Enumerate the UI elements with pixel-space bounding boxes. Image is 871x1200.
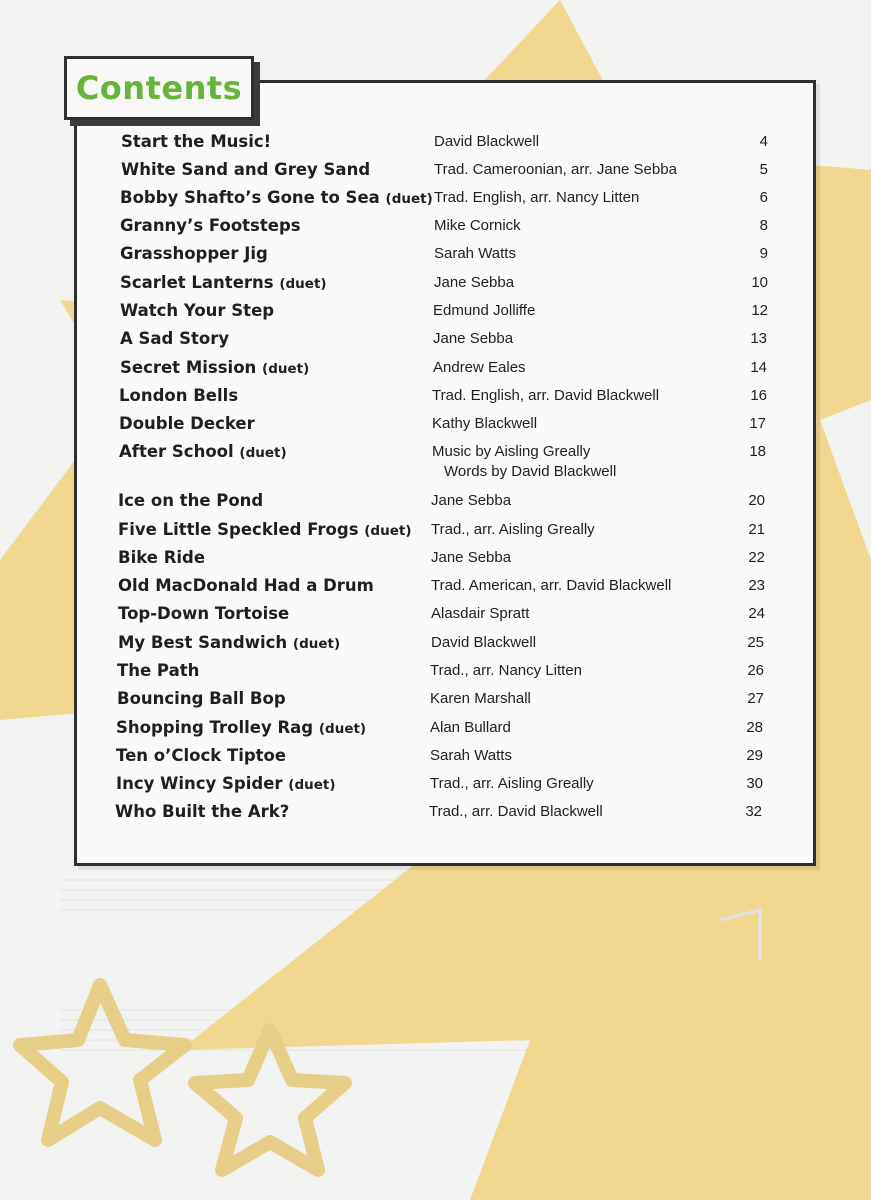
piece-title-text: Secret Mission (120, 358, 257, 377)
piece-title-text: Shopping Trolley Rag (116, 718, 314, 737)
composer-credit: Trad. American, arr. David Blackwell (431, 577, 672, 594)
composer-credit: Trad. English, arr. Nancy Litten (434, 189, 640, 206)
piece-title-text: Old MacDonald Had a Drum (118, 576, 374, 595)
page-number: 30 (746, 775, 763, 792)
contents-entry (0, 746, 871, 770)
composer-credit: Jane Sebba (434, 274, 515, 291)
composer-credit: Andrew Eales (433, 359, 526, 376)
contents-entry (0, 633, 871, 657)
page-number: 20 (748, 492, 765, 509)
contents-entry (0, 718, 871, 742)
piece-title-text: A Sad Story (120, 329, 230, 348)
piece-title (120, 329, 229, 348)
piece-title-text: Incy Wincy Spider (116, 774, 283, 793)
piece-title-text: The Path (117, 661, 200, 680)
contents-entry (0, 132, 871, 156)
contents-title-box (64, 56, 254, 120)
piece-title (120, 273, 327, 292)
piece-title (119, 442, 287, 461)
composer-credit: Jane Sebba (433, 330, 514, 347)
piece-title (119, 386, 238, 405)
composer-credit: Trad. Cameroonian, arr. Jane Sebba (434, 161, 677, 178)
contents-entry (0, 576, 871, 600)
composer-credit: Trad., arr. David Blackwell (429, 803, 603, 820)
piece-title-text: Watch Your Step (120, 301, 275, 320)
contents-entry (0, 244, 871, 268)
piece-title (119, 414, 255, 433)
page-number: 25 (747, 634, 764, 651)
composer-credit: Jane Sebba (431, 549, 512, 566)
piece-title (118, 520, 412, 539)
contents-entry (0, 358, 871, 382)
page-title: Contents (75, 69, 243, 107)
piece-title (116, 774, 336, 793)
piece-title (116, 718, 366, 737)
page-number: 27 (747, 690, 764, 707)
page-number: 4 (759, 133, 768, 150)
piece-title (115, 802, 289, 821)
composer-credit: Edmund Jolliffe (433, 302, 536, 319)
piece-title (117, 689, 286, 708)
composer-credit: Trad., arr. Nancy Litten (430, 662, 583, 679)
composer-credit: Karen Marshall (430, 690, 531, 707)
composer-credit: David Blackwell (434, 133, 540, 150)
composer-credit: David Blackwell (431, 634, 537, 651)
contents-entry (0, 329, 871, 353)
piece-title (118, 548, 205, 567)
contents-entry (0, 802, 871, 826)
piece-title-text: After School (119, 442, 234, 461)
composer-credit: Trad., arr. Aisling Greally (430, 775, 594, 792)
composer-credit: Trad., arr. Aisling Greally (431, 521, 595, 538)
page-number: 32 (745, 803, 762, 820)
duet-tag: (duet) (364, 523, 412, 539)
piece-title-text: Who Built the Ark? (115, 802, 290, 821)
page-number: 23 (748, 577, 765, 594)
piece-title-text: White Sand and Grey Sand (121, 160, 371, 179)
composer-credit: Sarah Watts (434, 245, 516, 262)
piece-title-text: Start the Music! (121, 132, 272, 151)
piece-title (118, 491, 263, 510)
piece-title-text: Ten o’Clock Tiptoe (116, 746, 287, 765)
duet-tag: (duet) (288, 777, 336, 793)
contents-entry (0, 188, 871, 212)
piece-title-text: Grasshopper Jig (120, 244, 268, 263)
contents-entry (0, 604, 871, 628)
piece-title (118, 604, 289, 623)
piece-title (120, 216, 301, 235)
contents-entry (0, 520, 871, 544)
composer-credit: Mike Cornick (434, 217, 521, 234)
piece-title-text: Scarlet Lanterns (120, 273, 274, 292)
page-number: 17 (749, 415, 766, 432)
composer-credit: Sarah Watts (430, 747, 512, 764)
piece-title-text: London Bells (119, 386, 239, 405)
page-number: 14 (750, 359, 767, 376)
piece-title-text: Bobby Shafto’s Gone to Sea (120, 188, 380, 207)
page-number: 16 (750, 387, 767, 404)
piece-title (120, 301, 274, 320)
piece-title (120, 358, 309, 377)
composer-credit: Trad. English, arr. David Blackwell (432, 387, 660, 404)
piece-title (120, 188, 433, 207)
duet-tag: (duet) (239, 445, 287, 461)
page-number: 21 (748, 521, 765, 538)
duet-tag: (duet) (279, 276, 327, 292)
piece-title-text: Granny’s Footsteps (120, 216, 301, 235)
piece-title-text: My Best Sandwich (118, 633, 288, 652)
page-number: 5 (759, 161, 768, 178)
page-number: 28 (746, 719, 763, 736)
piece-title (121, 160, 370, 179)
contents-entry (0, 774, 871, 798)
composer-credit-line2: Words by David Blackwell (444, 463, 617, 480)
contents-entry (0, 160, 871, 184)
contents-entry (0, 548, 871, 572)
piece-title-text: Bouncing Ball Bop (117, 689, 286, 708)
contents-entry (0, 216, 871, 240)
piece-title-text: Top-Down Tortoise (118, 604, 290, 623)
piece-title-text: Ice on the Pond (118, 491, 264, 510)
duet-tag: (duet) (262, 361, 310, 377)
composer-credit: Jane Sebba (431, 492, 512, 509)
piece-title-text: Double Decker (119, 414, 255, 433)
page-number: 22 (748, 549, 765, 566)
piece-title (121, 132, 271, 151)
piece-title (118, 633, 340, 652)
page-number: 12 (751, 302, 768, 319)
page-number: 8 (759, 217, 768, 234)
page-number: 18 (749, 443, 766, 460)
duet-tag: (duet) (318, 721, 367, 737)
contents-entry (0, 414, 871, 438)
piece-title (118, 576, 374, 595)
piece-title (117, 661, 199, 680)
contents-entry (0, 661, 871, 685)
contents-entry (0, 301, 871, 325)
duet-tag: (duet) (292, 636, 341, 652)
duet-tag: (duet) (385, 191, 433, 207)
piece-title-text: Five Little Speckled Frogs (118, 520, 359, 539)
composer-credit: Kathy Blackwell (432, 415, 538, 432)
page-number: 6 (759, 189, 768, 206)
contents-entry (0, 442, 871, 480)
page-number: 10 (751, 274, 768, 291)
piece-title-text: Bike Ride (118, 548, 206, 567)
page-number: 26 (747, 662, 764, 679)
composer-credit: Alasdair Spratt (431, 605, 530, 622)
page-number: 9 (759, 245, 768, 262)
piece-title (116, 746, 286, 765)
page-number: 29 (746, 747, 763, 764)
piece-title (120, 244, 268, 263)
contents-entry (0, 689, 871, 713)
composer-credit: Music by Aisling Greally (432, 443, 591, 460)
contents-entry (0, 491, 871, 515)
composer-credit: Alan Bullard (430, 719, 511, 736)
page-number: 24 (748, 605, 765, 622)
contents-entry (0, 273, 871, 297)
contents-entry (0, 386, 871, 410)
page-number: 13 (750, 330, 767, 347)
